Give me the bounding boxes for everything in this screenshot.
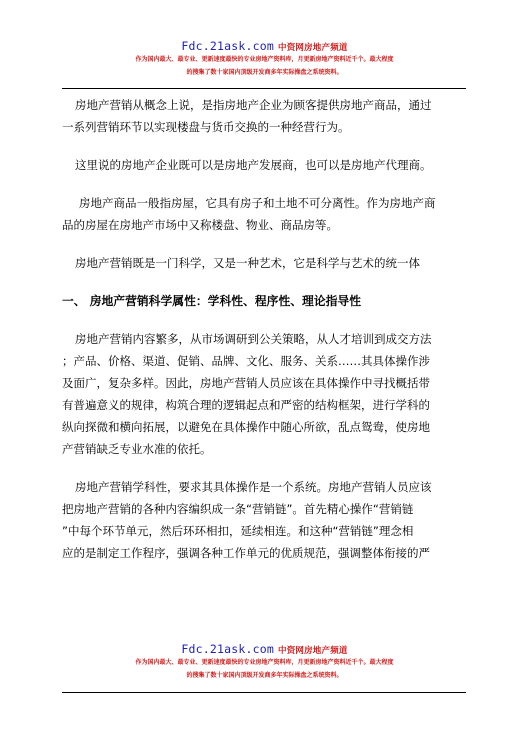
paragraph-6: 房地产营销学科性，要求其具体操作是一个系统。房地产营销人员应该 把房地产营销的各种内容编织成一条“营销链”。首先精心操作“营销链 ”中每个环节单元，然后环环相扣，延续相连。和这种“营销链”理念相 应的是制定工作程序，强调各种工作单元的优质规范，强调整体衔接的严: [62, 480, 432, 560]
header-channel: 中资网房地产频道: [278, 43, 348, 53]
footer-tagline-2: 的搜集了数十家国内顶级开发商多年实际操盘之系统资料。: [186, 672, 343, 679]
footer-tagline-1: 作为国内最大、最专业、更新速度最快的专业房地产资料库，月更新房地产资料近千个。最大程度: [135, 659, 394, 666]
footer-divider: [62, 692, 466, 693]
paragraph-4: 房地产营销既是一门科学，又是一种艺术，它是科学与艺术的统一体: [75, 256, 420, 270]
header-site-url[interactable]: Fdc.21ask.com: [181, 39, 274, 53]
footer-site: [0, 642, 529, 656]
paragraph-5: 房地产营销内容繁多，从市场调研到公关策略，从人才培训到成交方法 ；产品、价格、渠道、促销、品牌、文化、服务、关系……其具体操作涉 及面广，复杂多样。因此，房地产营销人员应该在具体操作中寻找概括带 有普遍意义的规律，构筑合理的逻辑起点和严密的结构框架，进行学科的 纵向探微和横向拓展，以避免在具体操作中随心所欲，乱点鸳鸯，使房地 产营销缺乏专业水准的依托。: [62, 332, 432, 456]
header-tagline-2: 的搜集了数十家国内顶级开发商多年实际操盘之系统资料。: [186, 69, 343, 76]
document-body: [62, 94, 466, 564]
paragraph-2: 这里说的房地产企业既可以是房地产发展商，也可以是房地产代理商。: [75, 158, 432, 172]
page-header: [0, 39, 529, 79]
footer-site-url[interactable]: Fdc.21ask.com: [181, 642, 274, 656]
header-tagline-1: 作为国内最大、最专业、更新速度最快的专业房地产资料库，月更新房地产资料近千个。最大程度: [135, 56, 394, 63]
section-heading: 一、 房地产营销科学属性：学科性、程序性、理论指导性: [62, 294, 362, 308]
paragraph-1: 房地产营销从概念上说，是指房地产企业为顾客提供房地产商品，通过 一系列营销环节以实现楼盘与货币交换的一种经营行为。: [62, 98, 432, 134]
header-divider: [62, 88, 466, 89]
paragraph-3: 房地产商品一般指房屋，它具有房子和土地不可分离性。作为房地产商 品的房屋在房地产市场中又称楼盘、物业、商品房等。: [62, 196, 436, 232]
footer-channel: 中资网房地产频道: [278, 646, 348, 656]
header-site: [0, 39, 529, 53]
page-footer: [0, 642, 529, 682]
